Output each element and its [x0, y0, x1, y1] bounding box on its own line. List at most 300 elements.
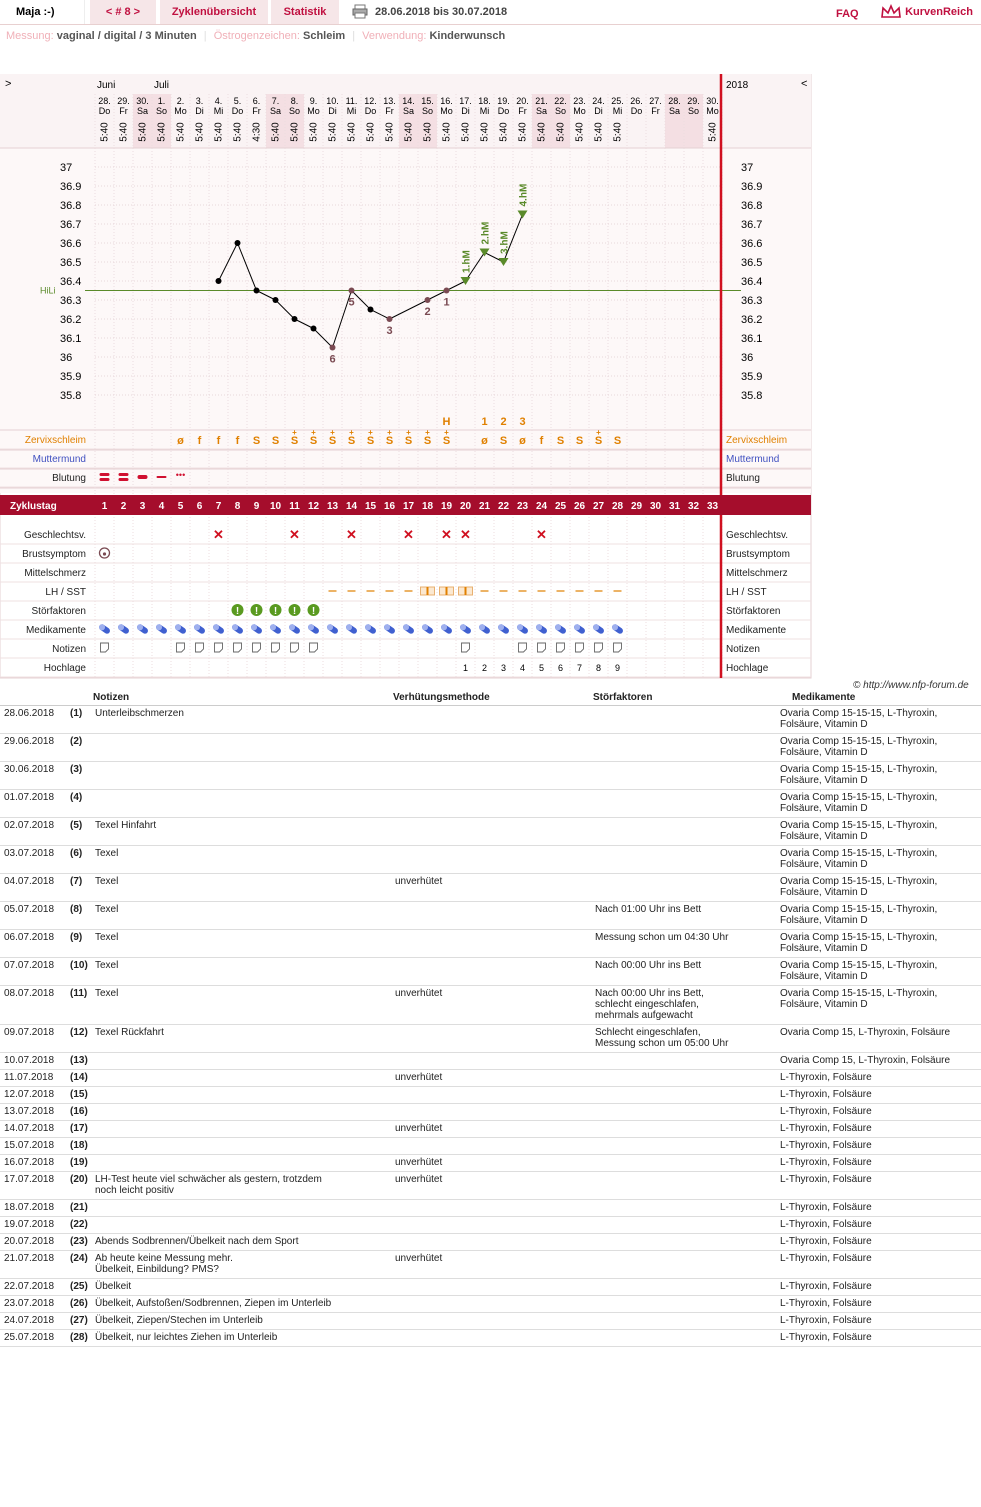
note-medikament: Ovaria Comp 15-15-15, L-Thyroxin, Folsäure, Vitamin D — [776, 845, 981, 873]
table-row — [0, 1069, 981, 1086]
note-text — [91, 733, 391, 761]
note-text: Texel — [91, 845, 391, 873]
note-medikament: L-Thyroxin, Folsäure — [776, 1250, 981, 1278]
date-label: 29. — [117, 96, 130, 106]
note-stoerfaktor — [591, 1233, 776, 1250]
note-stoerfaktor — [591, 1216, 776, 1233]
disturbance-mark: ! — [292, 606, 297, 617]
time-label: 5:40 — [536, 122, 548, 142]
weekday-label: Di — [195, 106, 204, 116]
tab-statistics[interactable]: Statistik — [271, 0, 339, 24]
weekday-label: Sa — [402, 106, 415, 116]
weekday-label: Di — [328, 106, 337, 116]
high-phase-number: 3 — [500, 663, 507, 673]
y-tick-left: 36.4 — [60, 276, 82, 288]
note-day: (15) — [66, 1086, 91, 1103]
note-icon — [538, 643, 546, 652]
high-phase-number: 1 — [462, 663, 469, 673]
bleeding-heavy — [119, 478, 129, 481]
date-label: 24. — [592, 96, 605, 106]
cycle-day-number: 24 — [535, 501, 548, 512]
note-verhuetung — [391, 1278, 591, 1295]
intercourse-mark: ✕ — [441, 527, 452, 542]
date-label: 23. — [573, 96, 586, 106]
cycle-day-number: 26 — [573, 501, 586, 512]
date-label: 9. — [309, 96, 318, 106]
table-row — [0, 1278, 981, 1295]
note-date: 08.07.2018 — [0, 985, 66, 1024]
note-verhuetung: unverhütet — [391, 1250, 591, 1278]
cycle-day-number: 28 — [611, 501, 624, 512]
zervix-mark: f — [539, 435, 544, 447]
cycle-day-number: 8 — [234, 501, 241, 512]
note-date: 13.07.2018 — [0, 1103, 66, 1120]
note-date: 16.07.2018 — [0, 1154, 66, 1171]
date-label: 2. — [176, 96, 185, 106]
high-phase-number: 7 — [576, 663, 583, 673]
note-text — [91, 1154, 391, 1171]
zervix-mark: S — [347, 435, 356, 447]
note-medikament: Ovaria Comp 15-15-15, L-Thyroxin, Folsäure, Vitamin D — [776, 733, 981, 761]
note-stoerfaktor — [591, 1137, 776, 1154]
zervix-plus: + — [311, 428, 316, 437]
printer-icon[interactable] — [352, 4, 368, 19]
zervix-mark: ø — [481, 435, 488, 447]
table-row — [0, 1295, 981, 1312]
weekday-label: So — [288, 106, 301, 116]
note-text: Texel — [91, 957, 391, 985]
date-label: 18. — [478, 96, 491, 106]
table-row — [0, 1312, 981, 1329]
note-medikament: Ovaria Comp 15-15-15, L-Thyroxin, Folsäure, Vitamin D — [776, 929, 981, 957]
bleeding-heavy — [100, 473, 110, 476]
high-phase-number: 4 — [519, 663, 526, 673]
note-stoerfaktor — [591, 1154, 776, 1171]
date-label: 28. — [668, 96, 681, 106]
note-date: 21.07.2018 — [0, 1250, 66, 1278]
time-label: 5:40 — [175, 122, 187, 142]
table-row — [0, 1250, 981, 1278]
y-tick-right: 36.4 — [741, 276, 763, 288]
high-phase-number: 2 — [481, 663, 488, 673]
y-tick-left: 36.9 — [60, 181, 82, 193]
table-row — [0, 957, 981, 985]
note-icon — [557, 643, 565, 652]
disturbance-mark: ! — [254, 606, 259, 617]
peak-mark: 3 — [519, 416, 526, 428]
weekday-label: Di — [594, 106, 603, 116]
note-verhuetung: unverhütet — [391, 1171, 591, 1199]
zervix-plus: + — [368, 428, 373, 437]
weekday-label: Mi — [479, 106, 490, 116]
date-label: 6. — [252, 96, 261, 106]
cycle-day-number: 32 — [687, 501, 700, 512]
date-label: 27. — [649, 96, 662, 106]
time-label: 5:40 — [270, 122, 282, 142]
weekday-label: Mo — [440, 106, 453, 116]
lower-six-number: 2 — [424, 306, 431, 318]
time-label: 5:40 — [346, 122, 358, 142]
row-label-right-gv: Geschlechtsv. — [726, 530, 789, 541]
time-label: 5:40 — [232, 122, 244, 142]
note-icon — [291, 643, 299, 652]
table-row — [0, 817, 981, 845]
y-tick-right: 36.5 — [741, 257, 763, 269]
note-medikament: L-Thyroxin, Folsäure — [776, 1329, 981, 1346]
note-verhuetung — [391, 817, 591, 845]
cycle-day-label: Zyklustag — [10, 501, 57, 512]
note-stoerfaktor — [591, 761, 776, 789]
cycle-day-number: 25 — [554, 501, 567, 512]
time-label: 5:40 — [99, 122, 111, 142]
date-label: 12. — [364, 96, 377, 106]
col-notizen: Notizen — [91, 691, 391, 705]
note-text: LH-Test heute viel schwächer als gestern, trotzdem noch leicht positiv — [91, 1171, 391, 1199]
zervix-mark: S — [594, 435, 603, 447]
row-label-right-muttermund: Muttermund — [726, 454, 780, 465]
cycle-day-number: 22 — [497, 501, 510, 512]
peak-mark: 2 — [500, 416, 507, 428]
note-day: (17) — [66, 1120, 91, 1137]
note-verhuetung — [391, 789, 591, 817]
note-day: (28) — [66, 1329, 91, 1346]
temp-point — [387, 316, 393, 322]
note-day: (25) — [66, 1278, 91, 1295]
note-stoerfaktor — [591, 1120, 776, 1137]
date-label: 1. — [157, 96, 166, 106]
note-medikament: L-Thyroxin, Folsäure — [776, 1295, 981, 1312]
note-date: 19.07.2018 — [0, 1216, 66, 1233]
note-verhuetung — [391, 1295, 591, 1312]
zervix-mark: S — [309, 435, 318, 447]
note-medikament: Ovaria Comp 15-15-15, L-Thyroxin, Folsäure, Vitamin D — [776, 789, 981, 817]
weekday-label: Di — [461, 106, 470, 116]
cycle-day-number: 1 — [101, 501, 108, 512]
date-label: 17. — [459, 96, 472, 106]
note-medikament: Ovaria Comp 15-15-15, L-Thyroxin, Folsäure, Vitamin D — [776, 817, 981, 845]
zervix-plus: + — [406, 428, 411, 437]
table-row — [0, 1199, 981, 1216]
verwendung-label: Verwendung: — [362, 30, 427, 42]
note-verhuetung: unverhütet — [391, 1120, 591, 1137]
note-date: 30.06.2018 — [0, 761, 66, 789]
faq-link[interactable]: FAQ — [836, 8, 859, 20]
note-medikament: L-Thyroxin, Folsäure — [776, 1171, 981, 1199]
note-stoerfaktor — [591, 1086, 776, 1103]
cycle-day-number: 14 — [345, 501, 358, 512]
row-label-blutung: Blutung — [52, 473, 86, 484]
time-label: 5:40 — [194, 122, 206, 142]
time-label: 5:40 — [118, 122, 130, 142]
note-text: Übelkeit, nur leichtes Ziehen im Unterleib — [91, 1329, 391, 1346]
note-date: 20.07.2018 — [0, 1233, 66, 1250]
table-row — [0, 1086, 981, 1103]
table-row — [0, 873, 981, 901]
table-row — [0, 1052, 981, 1069]
note-date: 25.07.2018 — [0, 1329, 66, 1346]
time-label: 5:40 — [479, 122, 491, 142]
note-text — [91, 1216, 391, 1233]
note-icon — [177, 643, 185, 652]
cycle-day-number: 15 — [364, 501, 377, 512]
note-date: 01.07.2018 — [0, 789, 66, 817]
note-text — [91, 1120, 391, 1137]
note-date: 24.07.2018 — [0, 1312, 66, 1329]
zervix-plus: + — [596, 428, 601, 437]
weekday-label: Fr — [385, 106, 394, 116]
zervix-mark: S — [575, 435, 584, 447]
note-stoerfaktor — [591, 873, 776, 901]
row-label-zervix: Zervixschleim — [24, 435, 86, 446]
temp-point — [235, 240, 241, 246]
table-row — [0, 1103, 981, 1120]
y-tick-right: 36.2 — [741, 314, 763, 326]
note-day: (27) — [66, 1312, 91, 1329]
note-verhuetung — [391, 1233, 591, 1250]
temp-point — [273, 297, 279, 303]
table-row — [0, 705, 981, 733]
temp-point — [311, 326, 317, 332]
y-tick-right: 35.9 — [741, 371, 763, 383]
zervix-mark: f — [197, 435, 202, 447]
lower-six-number: 1 — [443, 296, 450, 309]
note-day: (1) — [66, 705, 91, 733]
verwendung-value: Kinderwunsch — [429, 30, 506, 42]
weekday-label: Sa — [535, 106, 548, 116]
time-label: 5:40 — [137, 122, 149, 142]
date-label: 11. — [345, 96, 358, 106]
y-tick-right: 36.6 — [741, 238, 763, 250]
note-icon — [519, 643, 527, 652]
zervix-mark: S — [252, 435, 261, 447]
note-verhuetung — [391, 845, 591, 873]
note-verhuetung — [391, 761, 591, 789]
hm-label: 1.hM — [461, 250, 473, 273]
weekday-label: Sa — [269, 106, 282, 116]
note-date: 22.07.2018 — [0, 1278, 66, 1295]
note-verhuetung: unverhütet — [391, 1069, 591, 1086]
date-label: 16. — [440, 96, 453, 106]
bleeding-light — [157, 476, 167, 478]
time-label: 5:40 — [593, 122, 605, 142]
month-label: Juni — [97, 80, 116, 91]
weekday-label: Fr — [518, 106, 527, 116]
notes-table — [0, 691, 981, 1347]
bleeding-medium — [138, 475, 148, 479]
note-day: (21) — [66, 1199, 91, 1216]
note-text: Übelkeit — [91, 1278, 391, 1295]
zervix-mark: ø — [177, 435, 184, 447]
high-phase-number: 6 — [557, 663, 564, 673]
table-row — [0, 1171, 981, 1199]
brand-logo[interactable] — [880, 0, 973, 24]
note-day: (4) — [66, 789, 91, 817]
note-day: (24) — [66, 1250, 91, 1278]
zervix-mark: f — [216, 435, 221, 447]
weekday-label: Fr — [252, 106, 261, 116]
note-text — [91, 1086, 391, 1103]
table-row — [0, 789, 981, 817]
cycle-day-number: 27 — [592, 501, 605, 512]
high-phase-number: 5 — [538, 663, 545, 673]
note-date: 03.07.2018 — [0, 845, 66, 873]
cycle-chart — [0, 74, 981, 680]
note-icon — [462, 643, 470, 652]
note-icon — [576, 643, 584, 652]
date-label: 3. — [195, 96, 204, 106]
time-label: 5:40 — [327, 122, 339, 142]
note-medikament: L-Thyroxin, Folsäure — [776, 1154, 981, 1171]
y-tick-left: 36.3 — [60, 295, 82, 307]
note-day: (5) — [66, 817, 91, 845]
note-stoerfaktor — [591, 1295, 776, 1312]
date-label: 8. — [290, 96, 299, 106]
note-verhuetung: unverhütet — [391, 1154, 591, 1171]
notes-header-row — [0, 691, 981, 705]
nav-prev: > — [5, 78, 12, 90]
time-label: 5:40 — [517, 122, 529, 142]
zervix-mark: S — [290, 435, 299, 447]
note-verhuetung — [391, 1024, 591, 1052]
y-tick-left: 37 — [60, 162, 73, 174]
zervix-mark: S — [366, 435, 375, 447]
note-day: (12) — [66, 1024, 91, 1052]
zervix-mark: S — [556, 435, 565, 447]
temp-point — [330, 345, 336, 351]
table-row — [0, 761, 981, 789]
row-label-muttermund: Muttermund — [32, 454, 86, 465]
col-stoerfaktoren: Störfaktoren — [591, 691, 776, 705]
y-tick-left: 36.2 — [60, 314, 82, 326]
note-medikament: L-Thyroxin, Folsäure — [776, 1278, 981, 1295]
note-text — [91, 1069, 391, 1086]
table-row — [0, 1154, 981, 1171]
coverline-label: HiLi — [40, 285, 56, 296]
note-day: (23) — [66, 1233, 91, 1250]
note-stoerfaktor — [591, 845, 776, 873]
note-verhuetung — [391, 1103, 591, 1120]
cycle-nav-button[interactable]: < # 8 > — [90, 0, 156, 24]
high-phase-number: 8 — [595, 663, 602, 673]
time-label: 5:40 — [289, 122, 301, 142]
note-text — [91, 1199, 391, 1216]
weekday-label: Do — [231, 106, 244, 116]
weekday-label: So — [155, 106, 168, 116]
note-icon — [101, 643, 109, 652]
note-medikament: Ovaria Comp 15-15-15, L-Thyroxin, Folsäure, Vitamin D — [776, 873, 981, 901]
note-text — [91, 1052, 391, 1069]
cycle-day-number: 5 — [177, 501, 184, 512]
note-date: 11.07.2018 — [0, 1069, 66, 1086]
table-row — [0, 1233, 981, 1250]
intercourse-mark: ✕ — [289, 527, 300, 542]
date-label: 10. — [326, 96, 339, 106]
note-day: (20) — [66, 1171, 91, 1199]
row-label-right-notizen: Notizen — [726, 644, 760, 655]
zervix-plus: + — [292, 428, 297, 437]
zervix-plus: + — [349, 428, 354, 437]
zervix-plus: + — [387, 428, 392, 437]
note-text: Texel Hinfahrt — [91, 817, 391, 845]
note-day: (7) — [66, 873, 91, 901]
temp-point — [216, 278, 222, 284]
note-medikament: Ovaria Comp 15-15-15, L-Thyroxin, Folsäure, Vitamin D — [776, 957, 981, 985]
note-text: Texel — [91, 901, 391, 929]
row-label-right-stoer: Störfaktoren — [726, 606, 781, 617]
temp-point — [368, 307, 374, 313]
weekday-label: Fr — [651, 106, 660, 116]
y-tick-left: 36.6 — [60, 238, 82, 250]
note-verhuetung — [391, 1216, 591, 1233]
note-text: Abends Sodbrennen/Übelkeit nach dem Sport — [91, 1233, 391, 1250]
note-day: (6) — [66, 845, 91, 873]
note-medikament: L-Thyroxin, Folsäure — [776, 1216, 981, 1233]
breast-symptom-dot — [103, 552, 106, 555]
y-tick-left: 36.7 — [60, 219, 82, 231]
note-date: 17.07.2018 — [0, 1171, 66, 1199]
lower-six-number: 5 — [348, 296, 355, 309]
row-label-mittelschmerz: Mittelschmerz — [24, 568, 86, 579]
intercourse-mark: ✕ — [536, 527, 547, 542]
y-tick-left: 36 — [60, 352, 73, 364]
tab-cycle-overview[interactable]: Zyklenübersicht — [160, 0, 268, 24]
cycle-day-number: 17 — [402, 501, 415, 512]
note-text: Übelkeit, Ziepen/Stechen im Unterleib — [91, 1312, 391, 1329]
row-label-lh: LH / SST — [45, 587, 86, 598]
intercourse-mark: ✕ — [403, 527, 414, 542]
y-tick-right: 36.1 — [741, 333, 763, 345]
note-stoerfaktor — [591, 1171, 776, 1199]
cycle-day-number: 33 — [706, 501, 719, 512]
note-stoerfaktor — [591, 1278, 776, 1295]
zervix-mark: S — [613, 435, 622, 447]
table-row — [0, 845, 981, 873]
note-stoerfaktor — [591, 1250, 776, 1278]
time-label: 5:40 — [441, 122, 453, 142]
user-name: Maja :-) — [0, 0, 85, 24]
note-stoerfaktor — [591, 1329, 776, 1346]
col-verhuetung: Verhütungsmethode — [391, 691, 591, 705]
date-label: 22. — [554, 96, 567, 106]
note-medikament: Ovaria Comp 15-15-15, L-Thyroxin, Folsäure, Vitamin D — [776, 985, 981, 1024]
bleeding-spotting: ••• — [175, 470, 186, 480]
table-row — [0, 985, 981, 1024]
date-label: 4. — [214, 96, 223, 106]
row-label-hochlage: Hochlage — [43, 663, 86, 674]
y-tick-right: 37 — [741, 162, 754, 174]
note-verhuetung — [391, 1199, 591, 1216]
weekday-label: Mi — [213, 106, 224, 116]
note-day: (19) — [66, 1154, 91, 1171]
y-tick-left: 35.8 — [60, 390, 82, 402]
note-day: (14) — [66, 1069, 91, 1086]
note-icon — [272, 643, 280, 652]
row-label-brust: Brustsymptom — [22, 549, 86, 560]
time-label: 5:40 — [707, 122, 719, 142]
note-stoerfaktor — [591, 1069, 776, 1086]
note-medikament: L-Thyroxin, Folsäure — [776, 1233, 981, 1250]
note-medikament: L-Thyroxin, Folsäure — [776, 1199, 981, 1216]
note-stoerfaktor: Nach 00:00 Uhr ins Bett — [591, 957, 776, 985]
weekday-label: Mo — [307, 106, 320, 116]
temp-point — [444, 288, 450, 294]
peak-mark: H — [442, 416, 451, 428]
cycle-day-number: 6 — [196, 501, 203, 512]
note-text — [91, 1137, 391, 1154]
table-row — [0, 1216, 981, 1233]
date-label: 21. — [535, 96, 548, 106]
weekday-label: So — [554, 106, 567, 116]
